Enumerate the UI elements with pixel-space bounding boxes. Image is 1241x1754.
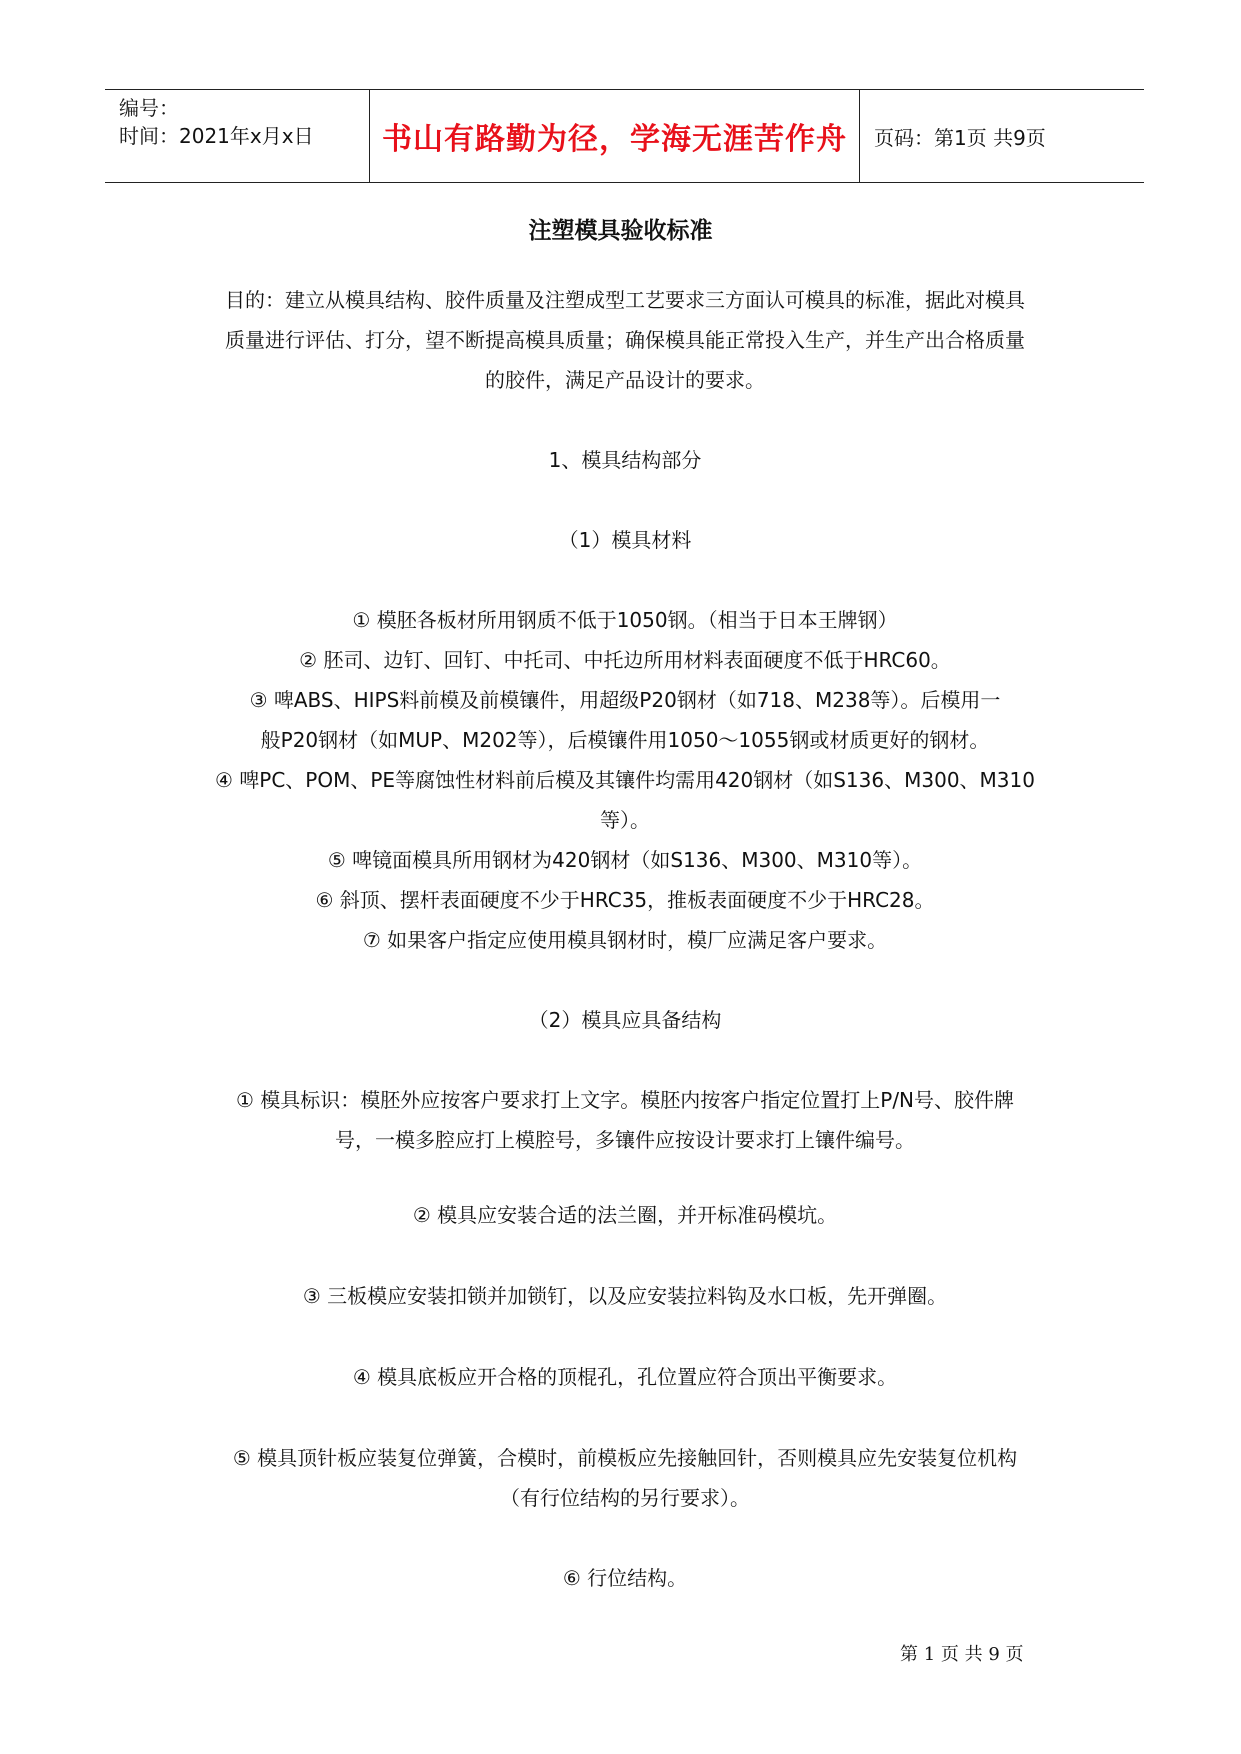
list-item: ④ 模具底板应开合格的顶棍孔，孔位置应符合顶出平衡要求。 xyxy=(352,1365,898,1389)
serial-number-label: 编号： xyxy=(119,96,179,120)
list-item: ② 胚司、边钉、回钉、中托司、中托边所用材料表面硬度不低于HRC60。 xyxy=(299,648,951,672)
list-item: ③ 三板模应安装扣锁并加锁钉，以及应安装拉料钩及水口板，先开弹圈。 xyxy=(302,1284,948,1308)
list-item: ⑥ 行位结构。 xyxy=(562,1566,688,1590)
list-item: 般P20钢材（如MUP、M202等），后模镶件用1050～1055钢或材质更好的钢材。 xyxy=(260,728,990,752)
list-item: ④ 啤PC、POM、PE等腐蚀性材料前后模及其镶件均需用420钢材（如S136、M300、M310 xyxy=(215,768,1035,792)
list-item: ⑥ 斜顶、摆杆表面硬度不少于HRC35，推板表面硬度不少于HRC28。 xyxy=(315,888,935,912)
list-item: ⑦ 如果客户指定应使用模具钢材时，模厂应满足客户要求。 xyxy=(362,928,888,952)
list-item xyxy=(185,1080,1065,1160)
list-item: ③ 啤ABS、HIPS料前模及前模镶件，用超级P20钢材（如718、M238等）。后模用一 xyxy=(249,688,1001,712)
document-title: 注塑模具验收标准 xyxy=(528,218,713,244)
list-item-line: （有行位结构的另行要求）。 xyxy=(500,1486,750,1510)
page-indicator: 页码：第1页 共9页 xyxy=(874,125,1046,150)
list-item-line: ⑤ 模具顶针板应装复位弹簧，合模时，前模板应先接触回针，否则模具应先安装复位机构 xyxy=(232,1446,1018,1470)
subsection-heading: （1）模具材料 xyxy=(558,528,692,552)
page-footer: 第 1 页 共 9 页 xyxy=(900,1644,1024,1665)
purpose-paragraph xyxy=(185,280,1065,400)
list-item: ① 模胚各板材所用钢质不低于1050钢。（相当于日本王牌钢） xyxy=(352,608,898,632)
section-heading: 1、模具结构部分 xyxy=(548,448,702,472)
list-item: ② 模具应安装合适的法兰圈，并开标准码模坑。 xyxy=(412,1203,838,1227)
list-item: ⑤ 啤镜面模具所用钢材为420钢材（如S136、M300、M310等）。 xyxy=(327,848,923,872)
list-item-line: 号，一模多腔应打上模腔号，多镶件应按设计要求打上镶件编号。 xyxy=(335,1128,915,1152)
materials-list xyxy=(185,600,1065,960)
purpose-line: 质量进行评估、打分，望不断提高模具质量；确保模具能正常投入生产，并生产出合格质量 xyxy=(225,328,1025,352)
header-table xyxy=(105,89,1144,183)
list-item: 等）。 xyxy=(600,808,650,832)
header-left-cell xyxy=(105,90,370,182)
list-item xyxy=(185,1438,1065,1518)
time-label: 时间：2021年x月x日 xyxy=(119,124,314,148)
motto: 书山有路勤为径，学海无涯苦作舟 xyxy=(370,90,860,182)
list-item-line: ① 模具标识：模胚外应按客户要求打上文字。模胚内按客户指定位置打上P/N号、胶件牌 xyxy=(235,1088,1015,1112)
purpose-line: 的胶件，满足产品设计的要求。 xyxy=(485,368,765,392)
subsection-heading: （2）模具应具备结构 xyxy=(528,1008,722,1032)
purpose-line: 目的：建立从模具结构、胶件质量及注塑成型工艺要求三方面认可模具的标准，据此对模具 xyxy=(225,288,1025,312)
